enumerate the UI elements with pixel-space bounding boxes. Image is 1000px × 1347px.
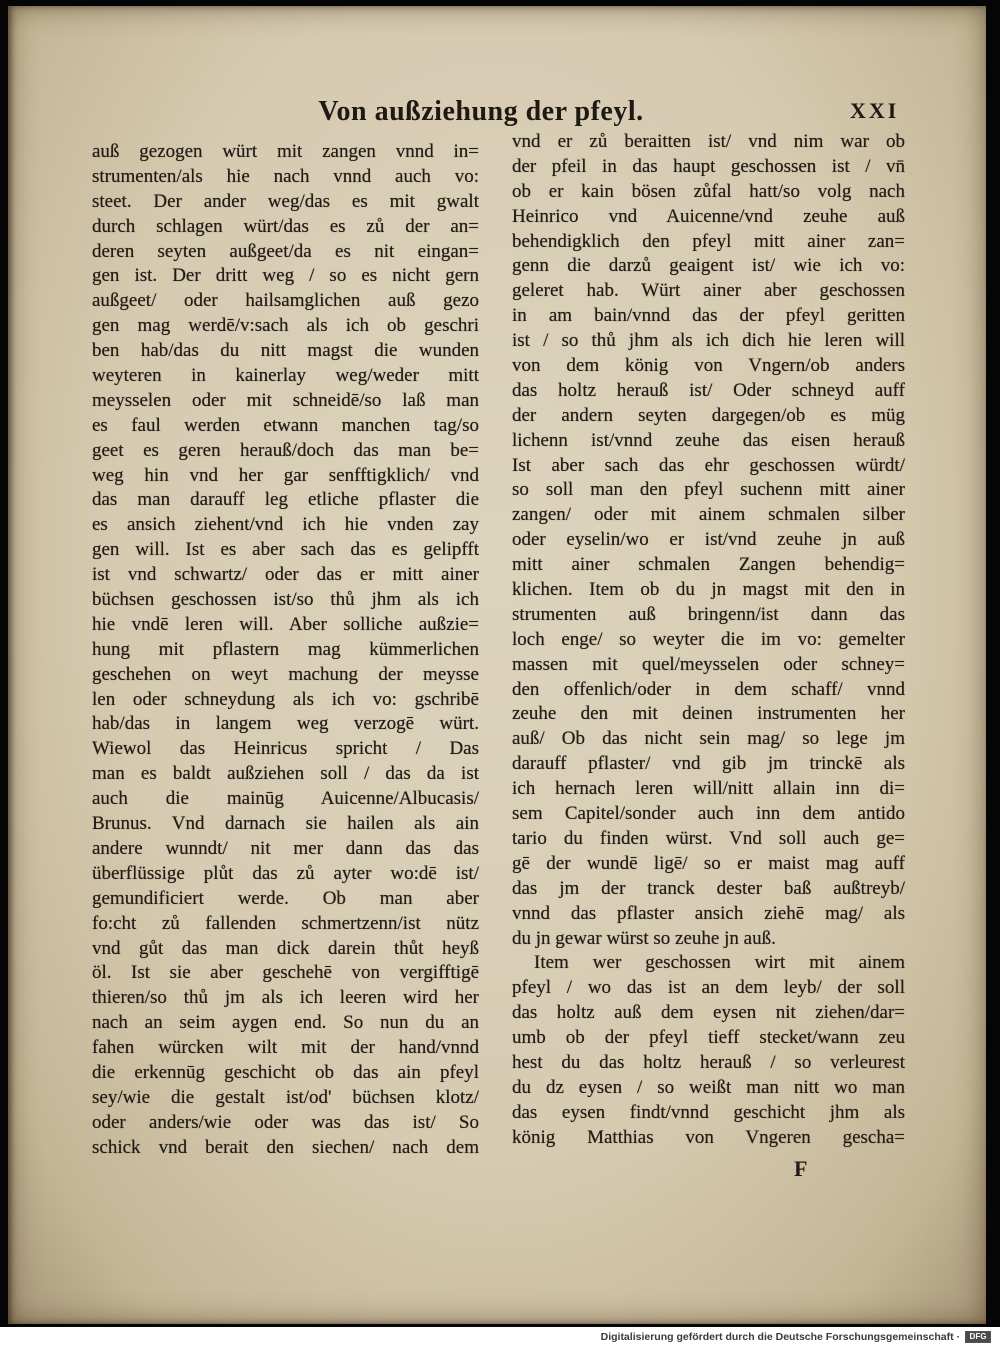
text-line: man es baldt außziehen soll / das da ist	[92, 763, 479, 785]
text-line: könig Matthias von Vngeren gescha=	[512, 1126, 905, 1148]
text-line: massen mit quel/meysselen oder schney=	[512, 653, 905, 675]
text-line: ist vnd schwartz/ oder das er mitt ainer	[92, 564, 479, 586]
folio-number: XXI	[850, 98, 900, 123]
text-line: das holtz herauß ist/ Oder schneyd auff	[512, 379, 905, 401]
text-line: umb ob der pfeyl tieff stecket/wann zeu	[512, 1027, 905, 1049]
text-line: auch die mainūg Auicenne/Albucasis/	[92, 788, 479, 810]
text-line: meysselen oder mit schneidē/so laß man	[92, 389, 479, 411]
dfg-logo-icon: DFG	[965, 1331, 991, 1343]
text-line: steet. Der ander weg/das es mit gwalt	[92, 190, 479, 212]
text-line: zeuhe den mit deinen instrumenten her	[512, 703, 905, 725]
text-line: sem Capitel/sonder auch inn dem antido	[512, 803, 905, 825]
text-line: vnd er zů beraitten ist/ vnd nim war ob	[512, 131, 905, 152]
text-line: Wiewol das Heinricus spricht / Das	[92, 738, 479, 760]
text-column-right	[512, 130, 905, 1151]
text-line: es ansich ziehent/vnd ich hie vnden zay	[92, 514, 479, 536]
text-line: auß/ Ob das nicht sein mag/ so lege jm	[512, 728, 905, 750]
text-line: hab/das in langem weg verzogē würt.	[92, 713, 479, 735]
text-line: Brunus. Vnd darnach sie hailen als ain	[92, 813, 479, 835]
text-line: Item wer geschossen wirt mit ainem	[534, 952, 905, 974]
text-line: sey/wie die gestalt ist/od' büchsen klotz/	[92, 1086, 479, 1108]
text-line: geet es geren herauß/doch das man be=	[92, 439, 479, 461]
text-line: loch enge/ so weyter die im vo: gemelter	[512, 628, 905, 650]
book-page	[8, 6, 986, 1324]
text-line: das man darauff leg etliche pflaster die	[92, 489, 479, 511]
text-line: oder anders/wie oder was das ist/ So	[92, 1111, 479, 1133]
text-line: von dem könig von Vngern/ob anders	[512, 355, 905, 377]
text-line: hest du das holtz herauß / so verleurest	[512, 1051, 905, 1073]
text-line: weyteren in kainerlay weg/weder mitt	[92, 365, 479, 387]
text-line: andere wunndt/ nit mer dann das das	[92, 837, 479, 859]
text-line: vnnd das pflaster ansich ziehē mag/ als	[512, 902, 905, 924]
text-line: das holtz auß dem eysen nit ziehen/dar=	[512, 1002, 905, 1024]
text-line: büchsen geschossen ist/so thů jhm als ich	[92, 589, 479, 611]
text-line: zangen/ oder mit ainem schmalen silber	[512, 504, 905, 526]
text-line: du dz eysen / so weißt man nitt wo man	[512, 1076, 905, 1098]
text-line: strumenten auß bringenn/ist dann das	[512, 603, 905, 625]
text-line: mitt ainer schmalen Zangen behendig=	[512, 554, 905, 576]
text-line: hie vndē leren will. Aber solliche außzie=	[92, 613, 479, 635]
text-line: der pfeil in das haupt geschossen ist / vn̄	[512, 155, 905, 177]
text-line: in am bain/vnnd das der pfeyl geritten	[512, 305, 905, 327]
text-line: nach an seim aygen end. So nun du an	[92, 1012, 479, 1034]
text-line: öl. Ist sie aber geschehē von vergifftigē	[92, 962, 479, 984]
text-line: es faul werden etwann manchen tag/so	[92, 414, 479, 436]
text-line: darauff pflaster/ vnd gib jm trinckē als	[512, 753, 905, 775]
signature-mark: F	[794, 1156, 808, 1181]
text-line: genn die darzů geaigent ist/ wie ich vo:	[512, 255, 905, 277]
text-line: gen mag werdē/v:sach als ich ob geschri	[92, 315, 479, 337]
text-line: die erkennūg geschicht ob das ain pfeyl	[92, 1061, 479, 1083]
text-line: überflüssige plůt das zů ayter wo:dē ist/	[92, 862, 479, 884]
text-line: gemundificiert werde. Ob man aber	[92, 887, 479, 909]
text-line: lichenn ist/vnnd zeuhe das eisen herauß	[512, 429, 905, 451]
digitization-footer	[0, 1327, 1000, 1347]
text-line: geschehen on weyt machung der meysse	[92, 663, 479, 685]
text-line: oder eyselin/wo er ist/vnd zeuhe jn auß	[512, 529, 905, 551]
text-line: ich hernach leren will/nitt allain inn di=	[512, 778, 905, 800]
text-line: behendigklich den pfeyl mitt ainer zan=	[512, 230, 905, 252]
text-line: deren seyten außgeet/da es nit eingan=	[92, 240, 479, 262]
text-line: durch schlagen würt/das es zů der an=	[92, 215, 479, 237]
text-line: hung mit pflastern mag kümmerlichen	[92, 638, 479, 660]
text-line: thieren/so thů jm als ich leeren wird her	[92, 987, 479, 1009]
text-line: gē der wundē ligē/ so er maist mag auff	[512, 852, 905, 874]
running-head-title: Von außziehung der pfeyl.	[318, 96, 644, 127]
text-line: geleret hab. Würt ainer aber geschossen	[512, 280, 905, 302]
funding-credit: Digitalisierung gefördert durch die Deutsche Forschungsgemeinschaft ·	[600, 1331, 960, 1343]
text-line: gen will. Ist es aber sach das es gelipfft	[92, 539, 479, 561]
text-column-left	[92, 140, 479, 1161]
text-line: fahen würcken wilt mit der hand/vnnd	[92, 1037, 479, 1059]
text-line: außgeet/ oder hailsamglichen auß gezo	[92, 290, 479, 312]
text-line: der andern seyten dargegen/ob es müg	[512, 404, 905, 426]
text-line: Ist aber sach das ehr geschossen würdt/	[512, 454, 905, 476]
text-line: du jn gewar würst so zeuhe jn auß.	[512, 927, 776, 949]
text-line: schick vnd berait den siechen/ nach dem	[92, 1136, 479, 1158]
text-line: len oder schneydung als ich vo: gschribē	[92, 688, 479, 710]
text-line: ben hab/das du nitt magst die wunden	[92, 340, 479, 362]
text-line: klichen. Item ob du jn magst mit den in	[512, 579, 905, 601]
text-line: das eysen findt/vnnd geschicht jhm als	[512, 1101, 905, 1123]
text-line: vnd gůt das man dick darein thůt heyß	[92, 937, 479, 959]
text-line: den offenlich/oder in dem schaff/ vnnd	[512, 678, 905, 700]
text-line: ob er kain bösen zůfal hatt/so volg nach	[512, 180, 905, 202]
text-line: auß gezogen würt mit zangen vnnd in=	[92, 141, 479, 162]
text-line: weg hin vnd her gar senfftigklich/ vnd	[92, 464, 479, 486]
text-line: gen ist. Der dritt weg / so es nicht gern	[92, 265, 479, 287]
text-line: pfeyl / wo das ist an dem leyb/ der soll	[512, 977, 905, 999]
text-line: das jm der tranck dester baß außtreyb/	[512, 877, 905, 899]
text-line: strumenten/als hie nach vnnd auch vo:	[92, 165, 479, 187]
text-line: so soll man den pfeyl suchenn mitt ainer	[512, 479, 905, 501]
text-line: fo:cht zů fallenden schmertzenn/ist nütz	[92, 912, 479, 934]
text-line: Heinrico vnd Auicenne/vnd zeuhe auß	[512, 205, 905, 227]
text-line: ist / so thů jhm als ich dich hie leren will	[512, 330, 905, 352]
text-line: tario du finden würst. Vnd soll auch ge=	[512, 827, 905, 849]
